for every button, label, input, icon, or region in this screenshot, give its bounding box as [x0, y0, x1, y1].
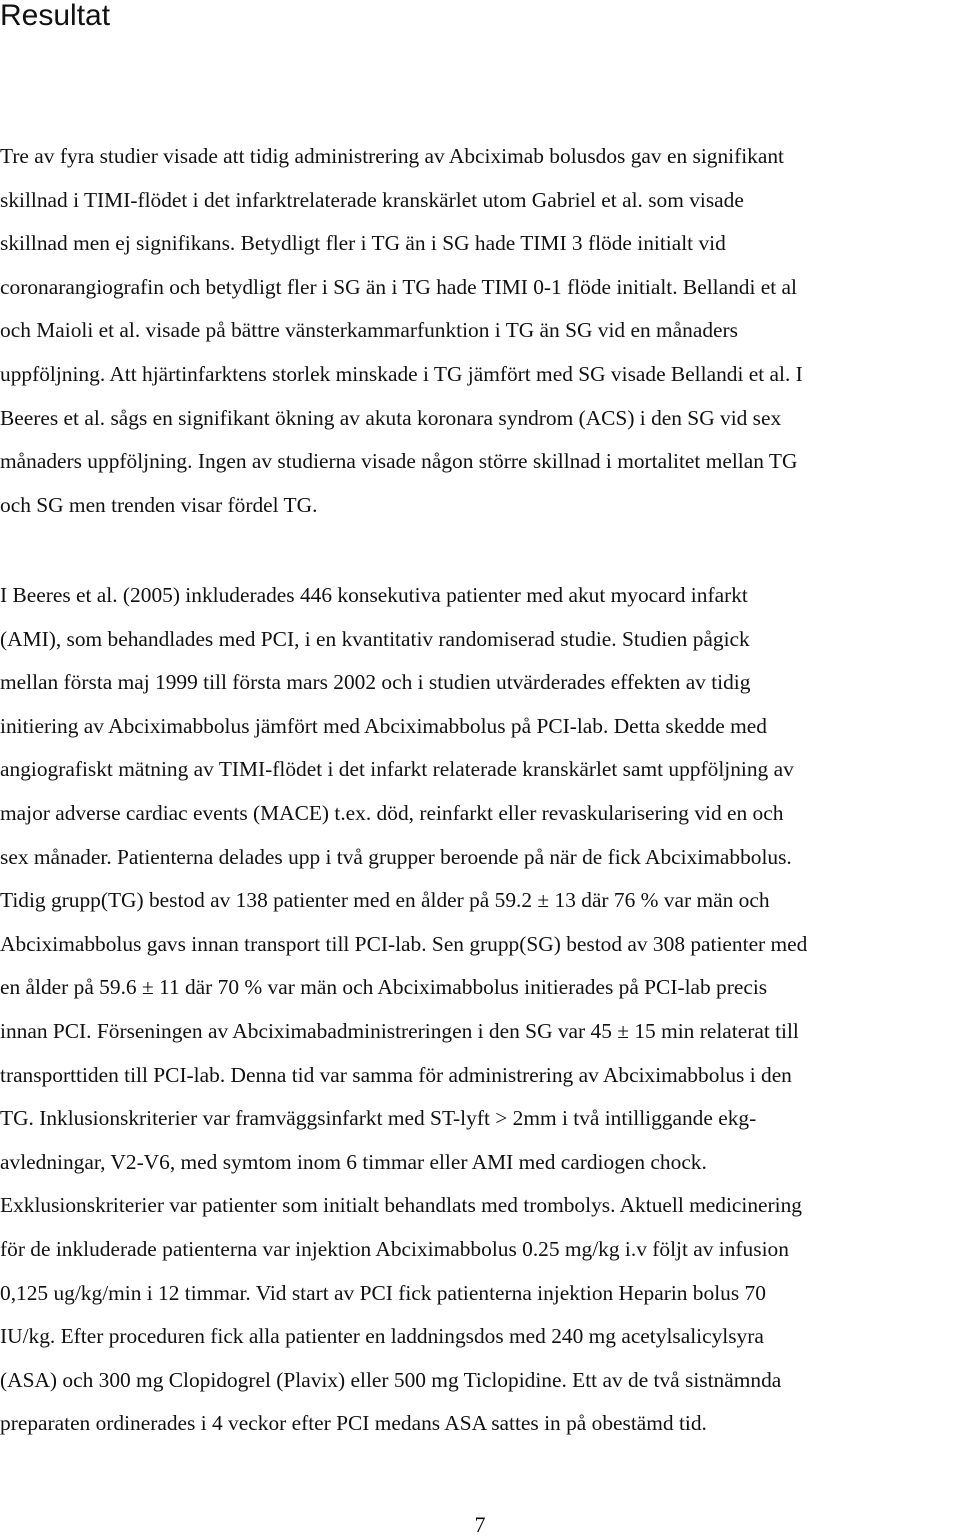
text-line: och SG men trenden visar fördel TG.	[0, 492, 318, 517]
text-line: en ålder på 59.6 ± 11 där 70 % var män och Abciximabbolus initierades på PCI-lab precis	[0, 975, 768, 1000]
page-number: 7	[474, 1512, 486, 1537]
text-line: avledningar, V2-V6, med symtom inom 6 timmar eller AMI med cardiogen chock.	[0, 1149, 707, 1174]
text-line: för de inkluderade patienterna var injektion Abciximabbolus 0.25 mg/kg i.v följt av infusion	[0, 1236, 789, 1261]
text-line: Tidig grupp(TG) bestod av 138 patienter med en ålder på 59.2 ± 13 där 76 % var män och	[0, 888, 770, 913]
text-line: TG. Inklusionskriterier var framväggsinfarkt med ST-lyft > 2mm i två intilliggande ekg-	[0, 1106, 757, 1131]
text-line: 0,125 ug/kg/min i 12 timmar. Vid start av PCI fick patienterna injektion Heparin bolus 70	[0, 1280, 766, 1305]
section-heading: Resultat	[0, 0, 111, 32]
text-line: preparaten ordinerades i 4 veckor efter PCI medans ASA sattes in på obestämd tid.	[0, 1411, 707, 1436]
text-line: IU/kg. Efter proceduren fick alla patienter en laddningsdos med 240 mg acetylsalicylsyra	[0, 1324, 764, 1349]
text-line: mellan första maj 1999 till första mars 2002 och i studien utvärderades effekten av tidig	[0, 670, 751, 695]
text-line: Abciximabbolus gavs innan transport till PCI-lab. Sen grupp(SG) bestod av 308 patienter med	[0, 931, 808, 956]
text-line: I Beeres et al. (2005) inkluderades 446 konsekutiva patienter med akut myocard infarkt	[0, 583, 748, 607]
text-line: innan PCI. Förseningen av Abciximabadministreringen i den SG var 45 ± 15 min relaterat till	[0, 1018, 799, 1043]
text-line: transporttiden till PCI-lab. Denna tid var samma för administrering av Abciximabbolus i den	[0, 1062, 792, 1087]
text-line: och Maioli et al. visade på bättre vänsterkammarfunktion i TG än SG vid en månaders	[0, 318, 738, 343]
text-line: (ASA) och 300 mg Clopidogrel (Plavix) eller 500 mg Ticlopidine. Ett av de två sistnämnda	[0, 1367, 782, 1392]
text-line: Beeres et al. sågs en signifikant ökning av akuta koronara syndrom (ACS) i den SG vid sex	[0, 405, 782, 430]
text-line: skillnad i TIMI-flödet i det infarktrelaterade kranskärlet utom Gabriel et al. som visade	[0, 187, 744, 212]
text-line: initiering av Abciximabbolus jämfört med Abciximabbolus på PCI-lab. Detta skedde med	[0, 713, 767, 738]
text-line: Tre av fyra studier visade att tidig administrering av Abciximab bolusdos gav en signifikant	[0, 144, 784, 168]
text-line: angiografiskt mätning av TIMI-flödet i det infarkt relaterade kranskärlet samt uppföljning av	[0, 757, 794, 782]
text-line: månaders uppföljning. Ingen av studierna visade någon större skillnad i mortalitet mellan TG	[0, 449, 798, 474]
text-line: (AMI), som behandlades med PCI, i en kvantitativ randomiserad studie. Studien pågick	[0, 626, 750, 651]
paragraph-results-summary	[0, 135, 958, 527]
text-line: skillnad men ej signifikans. Betydligt fler i TG än i SG hade TIMI 3 flöde initialt vid	[0, 231, 726, 256]
text-line: sex månader. Patienterna delades upp i två grupper beroende på när de fick Abciximabbolus.	[0, 844, 792, 869]
text-line: uppföljning. Att hjärtinfarktens storlek minskade i TG jämfört med SG visade Bellandi et al. I	[0, 361, 803, 386]
paragraph-beeres-study	[0, 574, 958, 1446]
text-line: major adverse cardiac events (MACE) t.ex. död, reinfarkt eller revaskularisering vid en och	[0, 800, 784, 825]
text-line: Exklusionskriterier var patienter som initialt behandlats med trombolys. Aktuell medicinering	[0, 1193, 802, 1218]
text-line: coronarangiografin och betydligt fler i SG än i TG hade TIMI 0-1 flöde initialt. Bellandi et al	[0, 274, 797, 299]
